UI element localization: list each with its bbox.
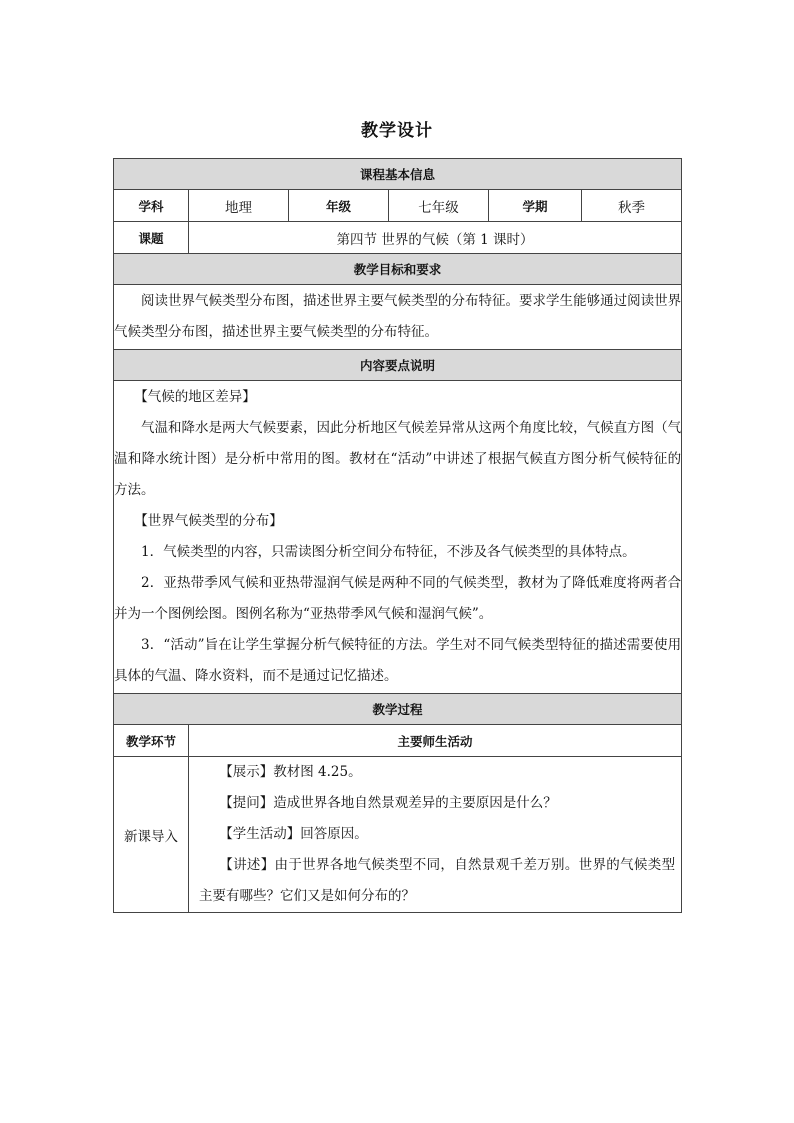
topic-row [114, 222, 682, 254]
basic-info-header-row [114, 159, 682, 190]
content-paragraph: 气温和降水是两大气候要素，因此分析地区气候差异常从这两个角度比较，气候直方图（气温和降水统计图）是分析中常用的图。教材在“活动”中讲述了根据气候直方图分析气候特征的方法。 [114, 420, 682, 498]
content-paragraph: 3．“活动”旨在让学生掌握分析气候特征的方法。学生对不同气候类型特征的描述需要使用具体的气温、降水资料，而不是通过记忆描述。 [114, 637, 682, 684]
topic-label: 课题 [114, 222, 189, 254]
content-heading-climate-difference: 【气候的地区差异】 [134, 389, 256, 405]
document-title: 教学设计 [361, 121, 433, 141]
process-header: 教学过程 [114, 694, 682, 725]
topic-value: 第四节 世界的气候（第 1 课时） [189, 222, 682, 254]
content-header-row [114, 350, 682, 381]
grade-label: 年级 [289, 190, 389, 222]
process-columns-row [114, 725, 682, 757]
process-row [114, 757, 682, 913]
content-paragraph: 2．亚热带季风气候和亚热带湿润气候是两种不同的气候类型，教材为了降低难度将两者合并为一个图例绘图。图例名称为“亚热带季风气候和湿润气候”。 [114, 575, 682, 622]
stage-column-label: 教学环节 [114, 725, 189, 757]
objectives-text: 阅读世界气候类型分布图，描述世界主要气候类型的分布特征。要求学生能够通过阅读世界气候类型分布图，描述世界主要气候类型的分布特征。 [114, 293, 682, 340]
term-value: 秋季 [582, 190, 682, 222]
objectives-row [114, 285, 682, 350]
stage-name: 新课导入 [114, 757, 189, 913]
objectives-header-row [114, 254, 682, 285]
term-label: 学期 [489, 190, 582, 222]
subject-value: 地理 [189, 190, 289, 222]
process-header-row [114, 694, 682, 725]
lesson-plan-table [113, 158, 682, 913]
basic-info-row [114, 190, 682, 222]
basic-info-header: 课程基本信息 [114, 159, 682, 190]
objectives-header: 教学目标和要求 [114, 254, 682, 285]
content-paragraph: 1．气候类型的内容，只需读图分析空间分布特征，不涉及各气候类型的具体特点。 [141, 544, 636, 560]
activity-column-label: 主要师生活动 [189, 725, 682, 757]
activity-item: 【展示】教材图 4.25。 [219, 764, 362, 780]
activity-item: 【学生活动】回答原因。 [219, 826, 368, 842]
subject-label: 学科 [114, 190, 189, 222]
content-header: 内容要点说明 [114, 350, 682, 381]
content-heading-climate-distribution: 【世界气候类型的分布】 [134, 513, 283, 529]
activity-item: 【提问】造成世界各地自然景观差异的主要原因是什么？ [219, 795, 557, 811]
grade-value: 七年级 [389, 190, 489, 222]
content-row [114, 381, 682, 694]
activity-item: 【讲述】由于世界各地气候类型不同，自然景观千差万别。世界的气候类型主要有哪些？它们又是如何分布的？ [199, 857, 676, 904]
